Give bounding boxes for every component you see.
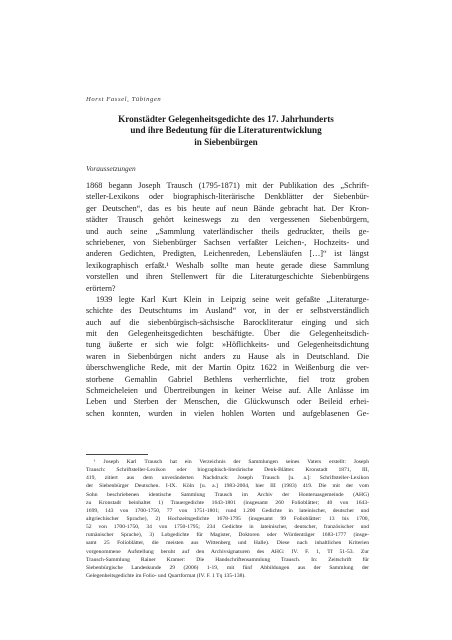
paragraph-line: steller-Lexikons oder biographisch-literärische Denkblätter der Siebenbür-: [86, 192, 369, 202]
title-line: Kronstädter Gelegenheitsgedichte des 17. Jahrhunderts: [118, 114, 334, 124]
paragraph-line: mit den Gelegenheitsgedichten beschäftigte. Über die Gelegenheitsdich-: [86, 329, 369, 339]
footnote-line: Trausch-Sammlung Rainer Kramer: Die Handschriftensammlung Trausch. In: Zeitschrift für: [86, 556, 369, 563]
paragraph-line: vorstellen und ihren Stellenwert für die Literaturgeschichte Siebenbürgens: [86, 272, 369, 282]
footnote-line: samt 25 Folioblätter, die meisten aus Wittenberg und Halle). Diese nach inhaltlichen Kriterien: [86, 540, 369, 547]
paragraph-line: städter Trausch gehört keineswegs zu den vergessenen Siebenbürgern,: [86, 215, 369, 225]
footnote-line: zu Kronstadt beinhaltet 1) Trauergedichte 1643-1801 (insgesamt 260 Folioblätter; 40 von 1643-: [86, 499, 369, 506]
paragraph-line: ger Deutschen“, das es bis heute auf neun Bände gebracht hat. Der Kron-: [86, 203, 369, 213]
paragraph-line: schichte des Deutschtums im Ausland“ vor, in der er selbstverständlich: [86, 306, 369, 316]
section-heading: Voraussetzungen: [86, 164, 136, 173]
footnote-line: vorgenommene Aufstellung beruht auf den Archivsignaturen des AHG: IV. F. 1, Tf 51-53. Zur: [86, 548, 369, 555]
article-title: [80, 114, 372, 148]
footnote: [86, 458, 369, 580]
paragraph-line: überschwengliche Rede, mit der Martin Opitz 1622 in Weißenburg die ver-: [86, 363, 369, 373]
paragraph-line: anderen Gedichten, Predigten, Leichenreden, Lebensläufen […]“ ist längst: [86, 249, 369, 259]
paragraph-line: storbene Gemahlin Gabriel Bethlens verherrlichte, fiel trotz groben: [86, 374, 369, 384]
footnote-line: der Siebenbürger Deutschen. I-IX. Köln [u. a.] 1983-2004, hier III (1983) 419. Die mit der vom: [86, 483, 369, 490]
paragraph-line: Schmeicheleien und Übertreibungen in keiner Weise auf. Alle Anlässe im: [86, 386, 369, 396]
paragraph-line: lexikographisch erfaßt.¹ Weshalb sollte man heute gerade diese Sammlung: [86, 260, 369, 270]
footnote-line: 1699, 143 von 1700-1750, 77 von 1751-1801; rund 1.200 Gedichte in lateinischer, deutscher und: [86, 507, 369, 514]
footnote-line: ¹ Joseph Karl Trausch hat ein Verzeichnis der Sammlungen seines Vaters erstellt: Joseph: [94, 459, 369, 465]
footnote-divider: [86, 454, 148, 455]
paragraph-line: tung äußerte er sich wie folgt: »Höflichkeits- und Gelegenheitsdichtung: [86, 340, 369, 350]
footnote-line: Sohn beschriebenen identische Sammlung Trausch im Archiv der Honteruasgemeinde (AHG): [86, 491, 369, 498]
title-line: in Siebenbürgen: [194, 136, 258, 147]
paragraph-line: 1868 begann Joseph Trausch (1795-1871) mit der Publikation des „Schrift-: [86, 181, 369, 190]
paragraph-line: waren in Siebenbürgen nicht anders zu Hause als in Deutschland. Die: [86, 351, 369, 361]
footnote-line: rumänischer Sprache), 3) Lobgedichte für Magister, Doktoren oder Würdenträger 1683-1777 (insge-: [86, 532, 369, 539]
paragraph-line: 1939 legte Karl Kurt Klein in Leipzig seine weit gefaßte „Literaturge-: [96, 294, 369, 304]
author-line: Horst Fassel, Tübingen: [86, 96, 162, 103]
footnote-line: altgriechischer Sprache), 2) Hochzeitsgedichte 1678-1795 (insgesamt 99 Folioblätter: 13 bis 1700,: [86, 515, 369, 522]
body-text: [86, 180, 369, 419]
paragraph-line: und auch seine „Sammlung vaterländischer theils gedruckter, theils ge-: [86, 226, 369, 236]
footnote-line: Trausch: Schriftsteller-Lexikon oder biographisch-literärische Denk-Blätter. Kronstadt 1871, III,: [86, 467, 369, 474]
paragraph-line: auch auf die siebenbürgisch-sächsische Barockliteratur einging und sich: [86, 317, 369, 327]
footnote-line: 52 von 1700-1750, 34 von 1750-1795; 234 Gedichte in lateinischer, deutscher, französischer und: [86, 524, 369, 531]
footnote-line: Siebenbürgische Landeskunde 29 (2006) 1-19, mit fünf Abbildungen aus der Sammlung der: [86, 564, 369, 571]
title-line: und ihre Bedeutung für die Literaturentwicklung: [130, 125, 322, 136]
paragraph-line: schriebener, von Siebenbürger Sachsen verfaßter Leichen-, Hochzeits- und: [86, 237, 369, 247]
footnote-line: 419, zitiert aus dem unveränderten Nachdruck: Joseph Trausch [u. a.]: Schriftsteller-Lexikon: [86, 475, 369, 482]
paragraph-line: Leben und Sterben der Menschen, die Glückwunsch oder Beileid erhei-: [86, 397, 369, 407]
footnote-line: Gelegenheitsgedichte im Folio- und Quartformat (IV. F. 1 Tq 135-138).: [86, 572, 246, 579]
paragraph-line: schen konnten, wurden in vielen hohlen Worten und aufgeblasenen Ge-: [86, 408, 369, 418]
paragraph-line: erörtern?: [86, 283, 116, 293]
